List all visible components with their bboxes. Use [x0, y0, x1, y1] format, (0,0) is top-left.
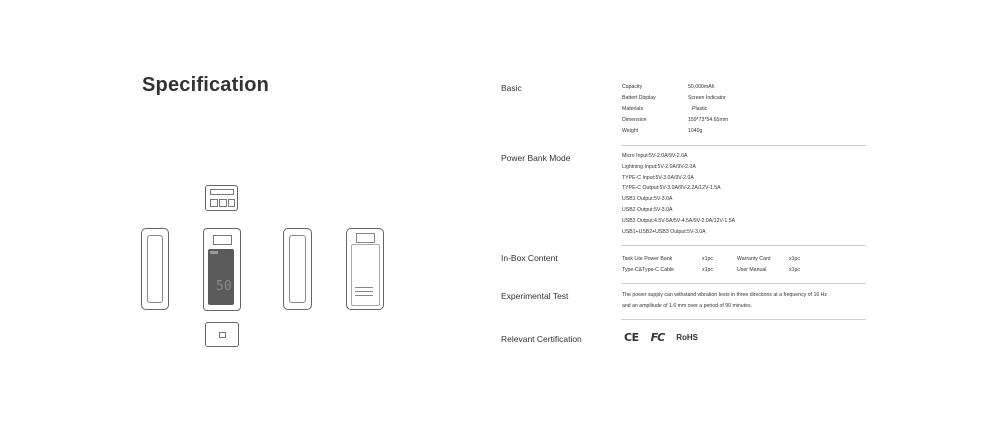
spec-value: 50,000mAh [688, 84, 715, 90]
rohs-mark-icon: RoHS [676, 333, 698, 342]
in-box-item-name: User Manual [737, 267, 767, 273]
spec-key: Weight [622, 128, 639, 134]
spec-row [622, 115, 728, 126]
spec-row [622, 104, 728, 115]
spec-value: 159*73*54.65mm [688, 117, 729, 123]
table-row [622, 265, 800, 276]
section-label-basic: Basic [501, 83, 522, 93]
list-item: TYPE-C Input:5V-3.0A/9V-2.0A [622, 174, 694, 181]
divider [621, 245, 866, 246]
spec-value: 1040g [688, 128, 703, 134]
in-box-item-qty: x1pc [789, 267, 800, 273]
spec-row [622, 82, 728, 93]
list-item: USB1 Output:5V-3.0A [622, 196, 673, 203]
list-item: USB1+USB2+USB3 Output:5V-3.0A [622, 228, 706, 235]
section-label-power-bank-mode: Power Bank Mode [501, 153, 571, 163]
in-box-item-name: Tank Lite Power Bank [622, 256, 673, 262]
list-item: USB2 Output:5V-3.0A [622, 206, 673, 213]
power-bank-mode-list [622, 151, 735, 237]
in-box-item-qty: x1pc [702, 267, 713, 273]
section-label-experimental-test: Experimental Test [501, 291, 569, 301]
spec-value: Plastic [692, 106, 708, 112]
spec-value: Screen Indicator [688, 95, 726, 101]
spec-key: Dimension [622, 117, 647, 123]
section-label-certification: Relevant Certification [501, 334, 582, 344]
bottom-view-drawing [205, 322, 239, 347]
spec-key: Materials [622, 106, 644, 112]
in-box-item-qty: x1pc [789, 256, 800, 262]
list-item: TYPE-C Output:5V-3.0A/9V-2.2A/12V-1.5A [622, 185, 721, 192]
paragraph-line: and an amplitude of 1.6 mm over a period of 90 minutes. [622, 303, 753, 309]
section-label-in-box: In-Box Content [501, 253, 558, 263]
spec-key: Battert Display [622, 95, 656, 101]
list-item: Micro Input:5V-2.0A/9V-2.0A [622, 153, 688, 159]
side-view-left-drawing [141, 228, 169, 310]
table-row [622, 254, 800, 265]
in-box-item-name: Warranty Card [737, 256, 771, 262]
in-box-table [622, 254, 800, 276]
spec-row [622, 126, 728, 137]
in-box-item-qty: x1pc [702, 256, 713, 262]
experimental-test-text [622, 290, 872, 312]
paragraph-line: The power supply can withstand vibration tests in three directions at a frequency of 16 Hz [622, 292, 828, 298]
basic-spec-table [622, 82, 728, 137]
top-view-drawing [205, 185, 238, 211]
side-view-right-drawing [283, 228, 312, 310]
divider [621, 283, 866, 284]
spec-key: Capacity [622, 84, 643, 90]
back-view-drawing [346, 228, 384, 310]
divider [621, 145, 866, 146]
ce-mark-icon: CE [624, 331, 639, 344]
list-item: USB3 Output:4.5V-5A/5V-4.5A/9V-2.0A/12V-1.5A [622, 217, 736, 224]
certification-logos [624, 331, 698, 344]
in-box-item-name: Type-C&Type-C Cable [622, 267, 674, 273]
spec-row [622, 93, 728, 104]
divider [621, 319, 866, 320]
page-title: Specification [142, 74, 270, 96]
front-view-drawing [203, 228, 241, 311]
device-display-text: 50 [216, 279, 232, 294]
list-item: Lightning Input:5V-2.0A/9V-2.0A [622, 163, 696, 170]
fcc-mark-icon: FC [650, 331, 665, 344]
